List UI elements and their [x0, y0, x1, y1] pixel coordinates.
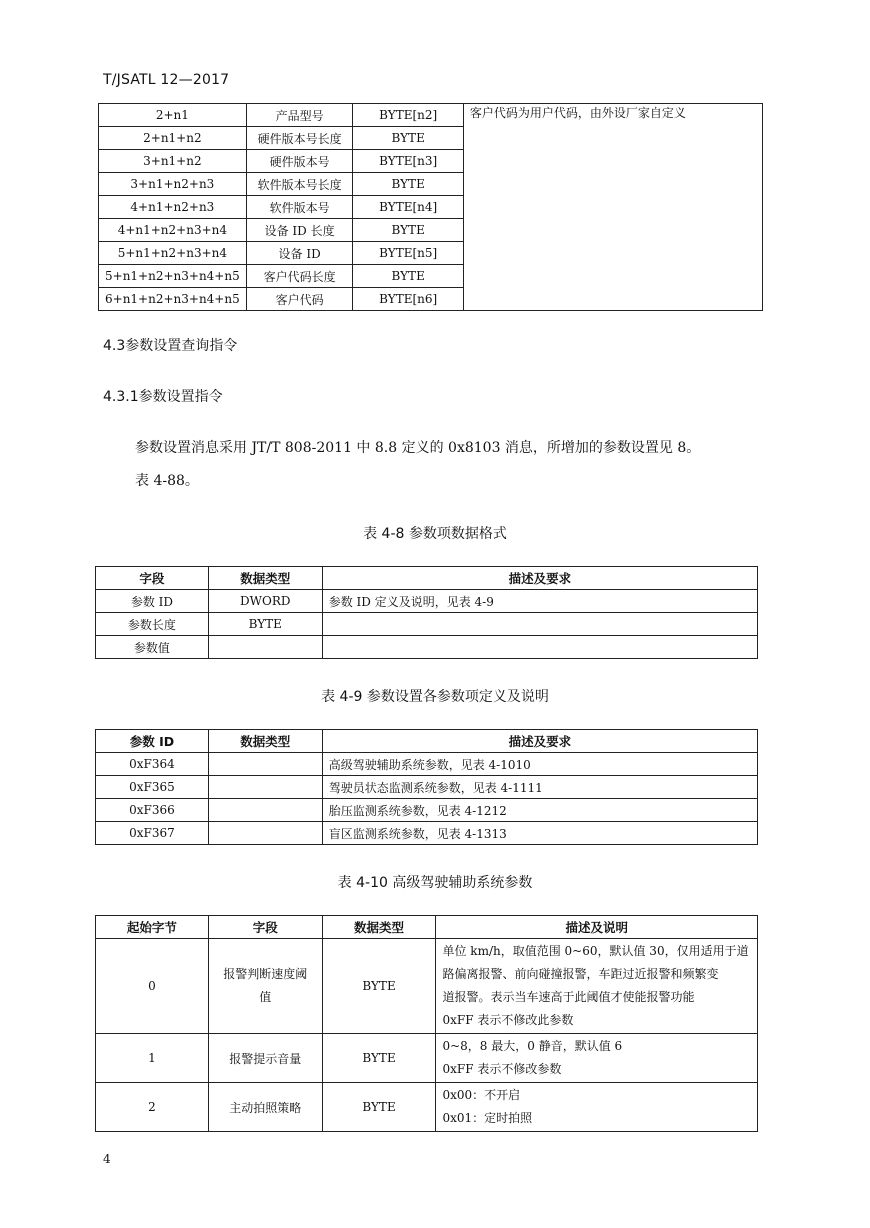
document-code: T/JSATL 12—2017 — [103, 72, 230, 88]
table-row: 2 主动拍照策略 BYTE 0x00：不开启 0x01：定时拍照 — [96, 1083, 758, 1132]
paragraph-line-1: 参数设置消息采用 JT/T 808-2011 中 8.8 定义的 0x8103 消息，所增加的参数设置见 8。 — [135, 440, 701, 456]
table-row: 0 报警判断速度阈 值 BYTE 单位 km/h，取值范围 0~60，默认值 30，仅用适用于道 路偏离报警、前向碰撞报警，车距过近报警和频繁变 道报警。表示当车速高于此阈值才使能报警功能 0xFF 表示不修改此参数 — [96, 939, 758, 1034]
table-row: 0xF364 高级驾驶辅助系统参数，见表 4-1010 — [96, 753, 758, 776]
table-row: 0xF367 盲区监测系统参数，见表 4-1313 — [96, 822, 758, 845]
table-row: 参数 ID DWORD 参数 ID 定义及说明，见表 4-9 — [96, 590, 758, 613]
table-4-9-caption: 表 4-9 参数设置各参数项定义及说明 — [321, 689, 549, 705]
table-row: 0xF365 驾驶员状态监测系统参数，见表 4-1111 — [96, 776, 758, 799]
table-4-8-caption: 表 4-8 参数项数据格式 — [363, 526, 507, 542]
table-row: 5+n1+n2+n3+n4+n5 客户代码长度 BYTE — [99, 265, 763, 288]
table-4-10-caption: 表 4-10 高级驾驶辅助系统参数 — [337, 875, 533, 891]
customer-code-note: 客户代码为用户代码，由外设厂家自定义 — [463, 104, 762, 311]
table-row: 参数长度 BYTE — [96, 613, 758, 636]
table-4-8 — [95, 566, 758, 659]
table-header-row: 字段 数据类型 描述及要求 — [96, 567, 758, 590]
table-4-9 — [95, 729, 758, 845]
table-header-row: 起始字节 字段 数据类型 描述及说明 — [96, 916, 758, 939]
table-row: 4+n1+n2+n3 软件版本号 BYTE[n4] — [99, 196, 763, 219]
table-row: 6+n1+n2+n3+n4+n5 客户代码 BYTE[n6] — [99, 288, 763, 311]
section-heading-4-3-1: 4.3.1参数设置指令 — [103, 389, 223, 405]
table-row: 3+n1+n2+n3 软件版本号长度 BYTE — [99, 173, 763, 196]
table-row: 4+n1+n2+n3+n4 设备 ID 长度 BYTE — [99, 219, 763, 242]
table-row: 0xF366 胎压监测系统参数，见表 4-1212 — [96, 799, 758, 822]
paragraph-line-2: 表 4-88。 — [135, 473, 199, 489]
table-header-row: 参数 ID 数据类型 描述及要求 — [96, 730, 758, 753]
table-row: 1 报警提示音量 BYTE 0~8，8 最大，0 静音，默认值 6 0xFF 表示不修改参数 — [96, 1034, 758, 1083]
device-info-table — [98, 103, 763, 311]
table-row: 2+n1 产品型号 BYTE[n2] 客户代码为用户代码，由外设厂家自定义 — [99, 104, 763, 127]
table-row: 2+n1+n2 硬件版本号长度 BYTE — [99, 127, 763, 150]
table-4-10 — [95, 915, 758, 1132]
table-row: 参数值 — [96, 636, 758, 659]
page-number: 4 — [103, 1152, 111, 1166]
table-row: 3+n1+n2 硬件版本号 BYTE[n3] — [99, 150, 763, 173]
table-row: 5+n1+n2+n3+n4 设备 ID BYTE[n5] — [99, 242, 763, 265]
section-heading-4-3: 4.3参数设置查询指令 — [103, 338, 238, 354]
